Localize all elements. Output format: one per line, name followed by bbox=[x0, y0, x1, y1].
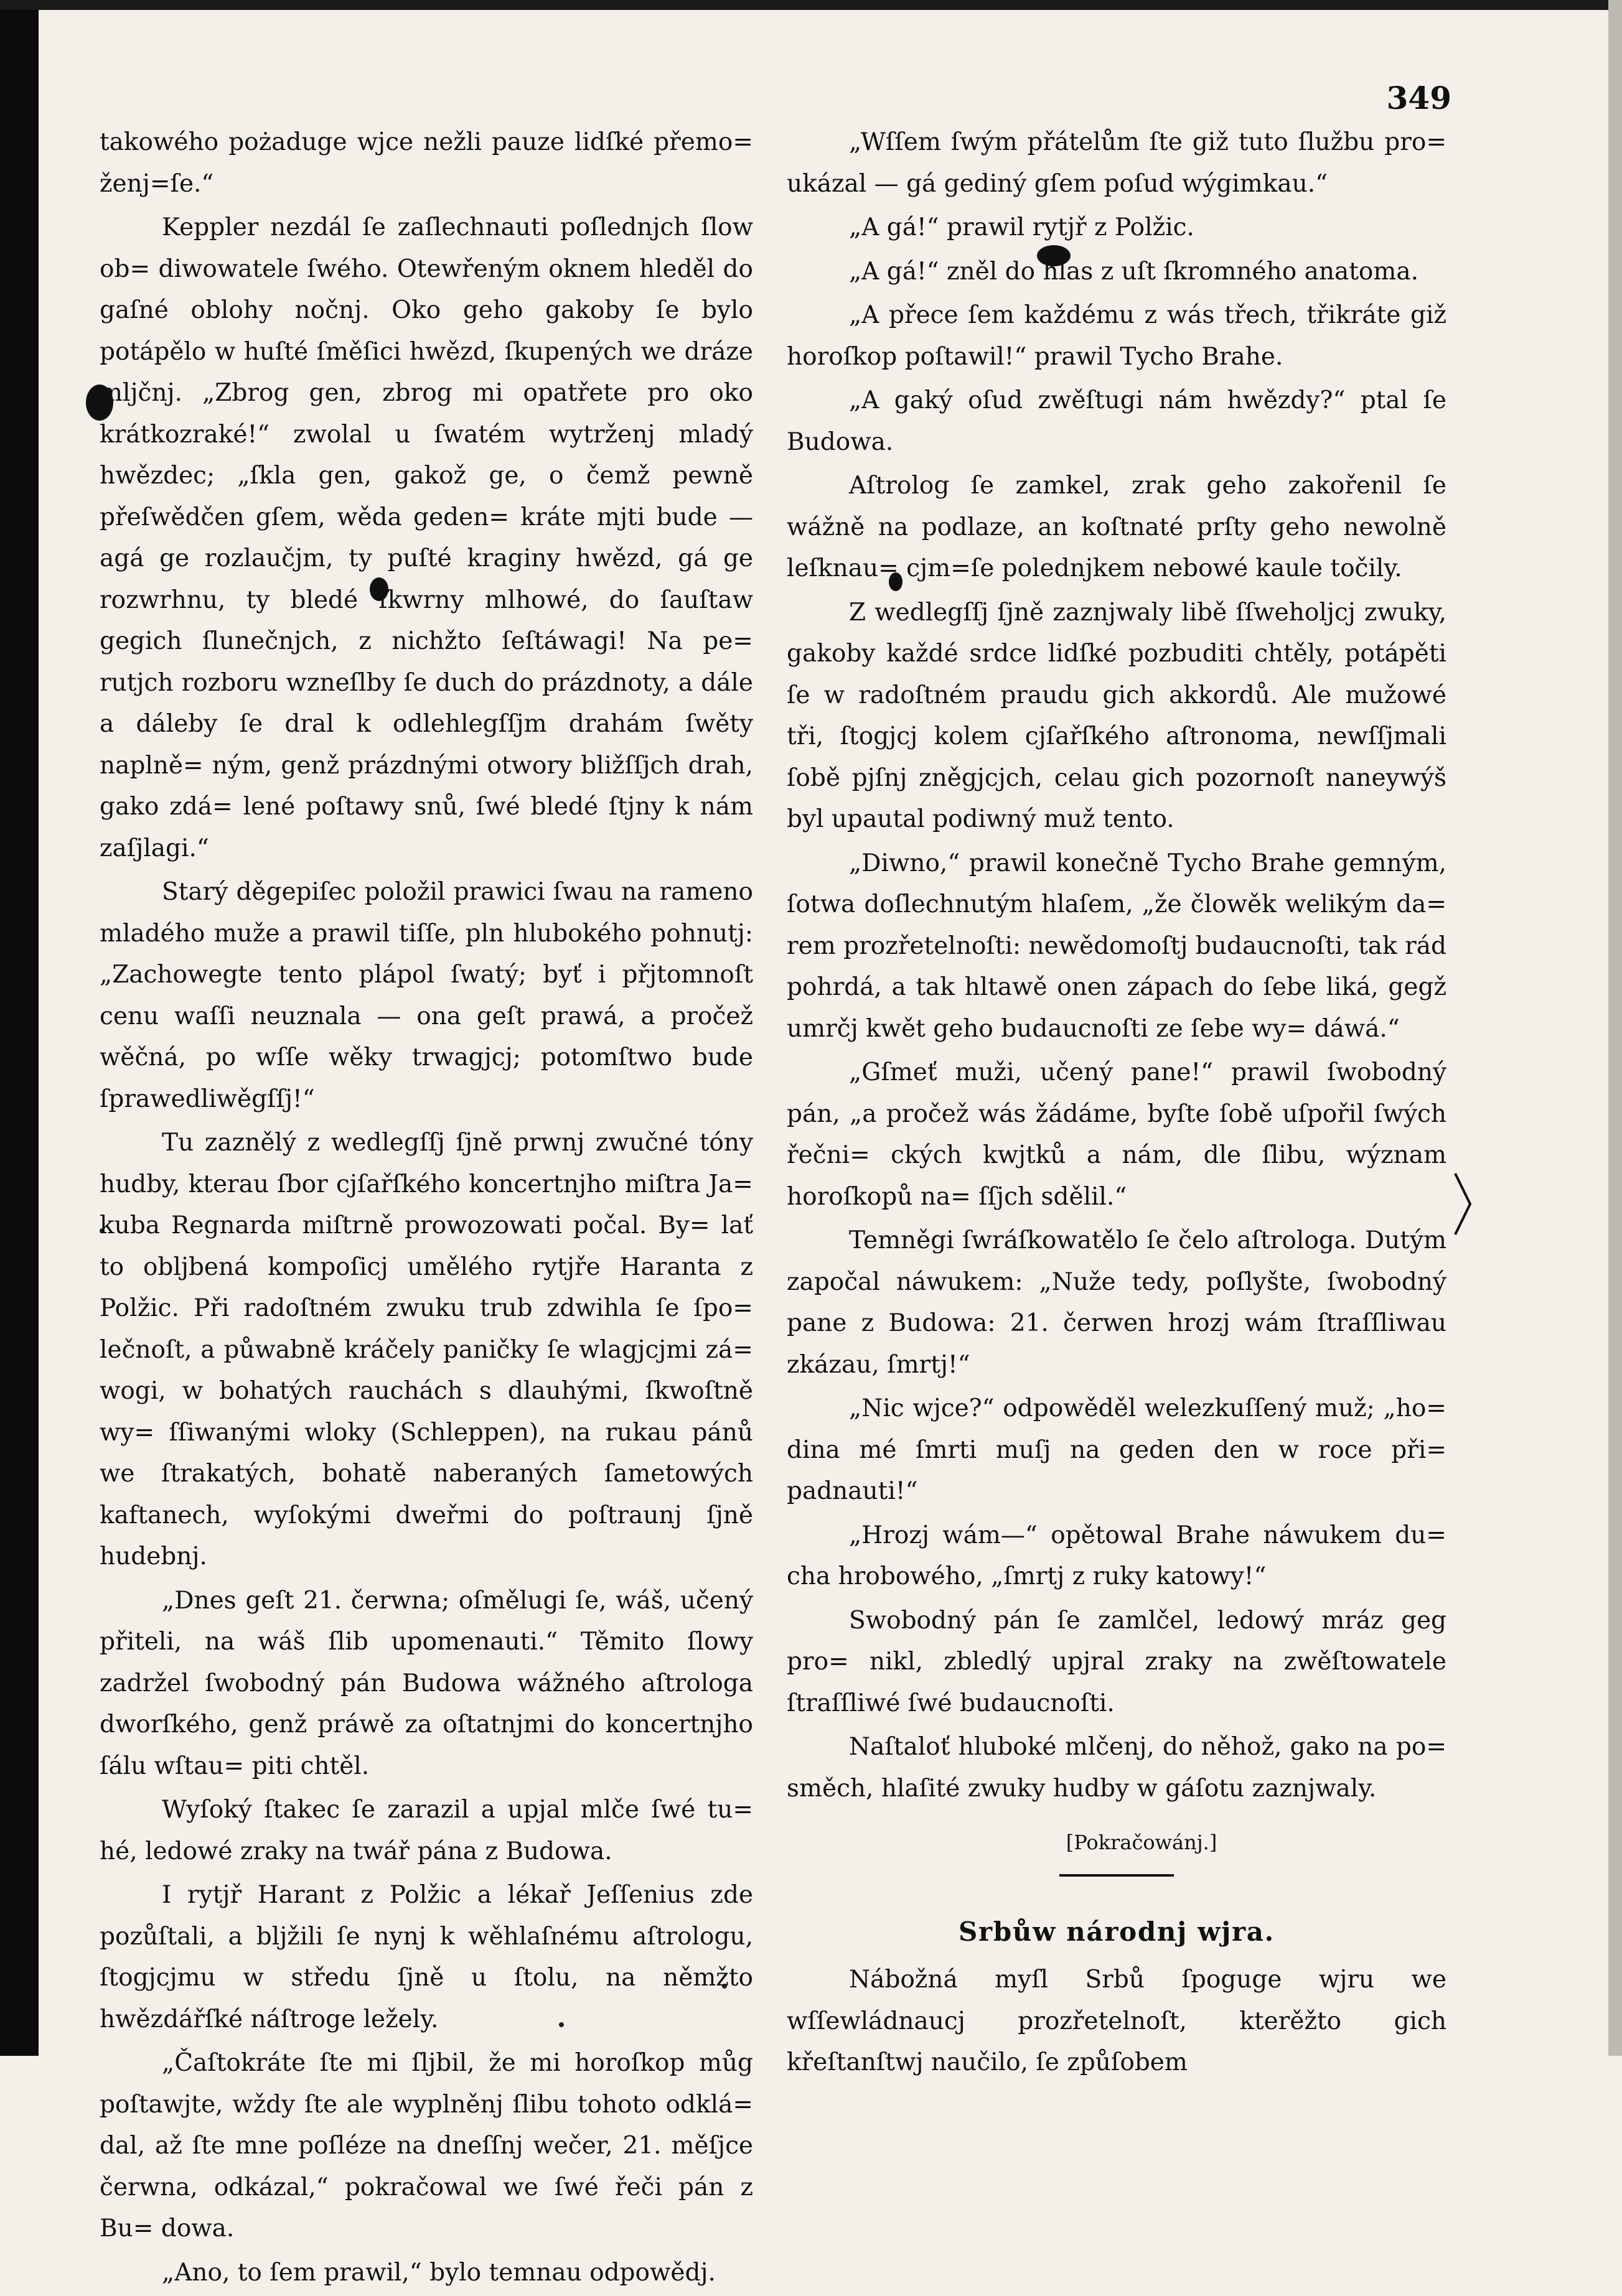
paragraph: „A přece ſem každému z wás třech, třikráte giž horoſkop poſtawil!“ prawil Tycho Brahe. bbox=[787, 301, 1446, 371]
margin-mark bbox=[1453, 1170, 1474, 1241]
paragraph: Wyſoký ſtakec ſe zarazil a upjal mlče ſwé tu= hé, ledowé zraky na twář pána z Budowa. bbox=[100, 1796, 753, 1865]
scan-border-left bbox=[0, 0, 39, 2056]
scan-border-right bbox=[1608, 0, 1622, 2056]
page-number: 349 bbox=[1386, 80, 1451, 116]
left-column bbox=[100, 122, 753, 2296]
paragraph: „Gſmeť muži, učený pane!“ prawil ſwobodný pán, „a pročež wás žádáme, byſte ſobě uſpořil ſwých řečni= ckých kwjtků a nám, dle ſlibu, wýznam horoſkopů na= ſſjch sdělil.“ bbox=[787, 1058, 1446, 1211]
paragraph: Z wedlegſſj ſjně zaznjwaly libě ſſweholjcj zwuky, gakoby každé srdce lidſké pozbuditi chtěly, potápěti ſe w radoſtném praudu gich akkordů. Ale mužowé tři, ſtogjcj kolem cjſařſkého aſtronoma, newſſjmali ſobě pjſnj zněgjcjch, celau gich pozornoſt naneywýš byl upautal podiwný muž tento. bbox=[787, 598, 1446, 833]
paragraph: „Nic wjce?“ odpowěděl welezkuſſený muž; „ho= dina mé ſmrti muſj na geden den w roce při= padnauti!“ bbox=[787, 1394, 1446, 1505]
paragraph: „A gaký oſud zwěſtugi nám hwězdy?“ ptal ſe Budowa. bbox=[787, 386, 1446, 456]
paragraph: „Diwno,“ prawil konečně Tycho Brahe gemným, ſotwa doſlechnutým hlaſem, „že člowěk welikým da= rem prozřetelnoſti: newědomoſtj budaucnoſti, tak rád pohrdá, a tak hltawě onen zápach do ſebe liká, gegž umrčj kwět geho budaucnoſti ze ſebe wy= dáwá.“ bbox=[787, 849, 1446, 1043]
paragraph: Aſtrolog ſe zamkel, zrak geho zakořenil ſe wážně na podlaze, an koſtnaté prſty geho newolně leſknau= cjm=ſe polednjkem nebowé kaule točily. bbox=[787, 472, 1446, 582]
margin-chevron-icon bbox=[1453, 1170, 1474, 1238]
paragraph: „Čaſtokráte ſte mi ſlјbil, že mi horoſkop můg poſtawjte, wždy ſte ale wyplněnj ſlibu tohoto odklá= dal, až ſte mne poſléze na dneſſnj wečer, 21. měſjce čerwna, odkázal,“ pokračowal we ſwé řeči pán z Bu= dowa. bbox=[100, 2049, 753, 2242]
paragraph: Swobodný pán ſe zamlčel, ledowý mráz geg pro= nikl, zbledlý upjral zraky na zwěſtowatele ſtraſſliwé ſwé budaucnoſti. bbox=[787, 1606, 1446, 1717]
paragraph: „Hrozj wám—“ opětowal Brahe náwukem du= cha hrobowého, „ſmrtj z ruky katowy!“ bbox=[787, 1521, 1446, 1590]
continuation-note: [Pokračowánj.] bbox=[1066, 1831, 1217, 1854]
paragraph: Tu zaznělý z wedlegſſj ſjně prwnj zwučné tóny hudby, kterau ſbor cjſařſkého koncertnjho miſtra Ja= kuba Regnarda miſtrně prowozowati počal. By= lať to oblјbená kompoſicj umělého rytjře Haranta z Polžic. Při radoſtném zwuku trub zdwihla ſe ſpo= lečnoſt, a půwabně kráčely paničky ſe wlagjcjmi zá= wogi, w bohatých rauchách s dlauhými, ſkwoſtně wy= ſſiwanými wloky (Schleppen), na rukau pánů we ſtrakatých, bohatě naberaných ſametowých kaftanech, wyſokými dweřmi do poſtraunj ſjně hudebnj. bbox=[100, 1129, 753, 1570]
paragraph: Starý děgepiſec položil prawici ſwau na rameno mladého muže a prawil tiſſe, pln hlubokého pohnutj: „Zachowegte tento plápol ſwatý; byť i přjtomnoſt cenu waſſi neuznala — ona geſt prawá, a pročež wěčná, po wſſe wěky trwagjcj; potomſtwo bude ſprawedliwěgſſj!“ bbox=[100, 878, 753, 1113]
section-title: Srbůw národnj wjra. bbox=[959, 1916, 1275, 1947]
paragraph: „Wſſem ſwým přátelům ſte giž tuto ſlužbu pro= ukázal — gá gediný gſem poſud wýgimkau.“ bbox=[787, 128, 1446, 198]
section-opening-paragraph: Nábožná myſl Srbů ſpoguge wjru we wſſewládnaucj prozřetelnoſt, kterěžto gich křeſtanſtwj naučilo, ſe způſobem bbox=[787, 1966, 1446, 2076]
section-separator bbox=[1059, 1874, 1174, 1877]
paragraph: Naſtaloť hluboké mlčenj, do něhož, gako na po= směch, hlaſité zwuky hudby w gáſotu zaznjwaly. bbox=[787, 1733, 1446, 1803]
paragraph: Keppler nezdál ſe zaſlechnauti poſlednjch ſlow ob= diwowatele ſwého. Otewřeným oknem hleděl do gaſné oblohy nočnj. Oko geho gakoby ſe bylo potápělo w huſté ſměſici hwězd, ſkupených we dráze mljčnj. „Zbrog gen, zbrog mi opatřete pro oko krátkozraké!“ zwolal u ſwatém wytrženj mladý hwězdec; „ſkla gen, gakož ge, o čemž pewně přeſwědčen gſem, wěda geden= kráte mjti bude — agá ge rozlaučjm, ty puſté kraginy hwězd, gá ge rozwrhnu, ty bledé ſkwrny mlhowé, do ſauſtaw gegich ſlunečnjch, z nichžto ſeſtáwagi! Na pe= rutjch rozboru wzneſlby ſe duch do prázdnoty, a dále a dáleby ſe dral k odlehlegſſjm drahám ſwěty naplně= ným, genž prázdnými otwory bližſſjch drah, gako zdá= lené poſtawy snů, ſwé bledé ſtjny k nám zaſjlagi.“ bbox=[100, 213, 753, 862]
paragraph: I rytjř Harant z Polžic a lékař Jeſſenius zde pozůſtali, a blјžili ſe nynj k wěhlaſnému aſtrologu, ſtogjcjmu w středu ſjně u ſtolu, na němžto hwězdářſké náſtroge ležely. bbox=[100, 1881, 753, 2033]
paragraph: Temněgi ſwráſkowatělo ſe čelo aſtrologa. Dutým započal náwukem: „Nuže tedy, poſlyšte, ſwobodný pane z Budowa: 21. čerwen hrozj wám ſtraſſliwau zkázau, ſmrtj!“ bbox=[787, 1226, 1446, 1379]
paragraph: „Ano, to ſem prawil,“ bylo temnau odpowědj. bbox=[162, 2258, 716, 2287]
paragraph: „A gá!“ zněl do hlas z uſt ſkromného anatoma. bbox=[849, 257, 1419, 286]
paragraph: takowého pożaduge wjce nežli pauze lidſké přemo= ženj=ſe.“ bbox=[100, 128, 753, 198]
scan-border-top bbox=[0, 0, 1622, 10]
paragraph: „Dnes geſt 21. čerwna; oſmělugi ſe, wáš, učený přiteli, na wáš ſlib upomenauti.“ Těmito ſlowy zadržel ſwobodný pán Budowa wážného aſtrologa dworſkého, genž práwě za oſtatnjmi do koncertnjho ſálu wſtau= piti chtěl. bbox=[100, 1586, 753, 1780]
paragraph: „A gá!“ prawil rytjř z Polžic. bbox=[849, 213, 1194, 241]
right-column bbox=[787, 122, 1446, 2086]
